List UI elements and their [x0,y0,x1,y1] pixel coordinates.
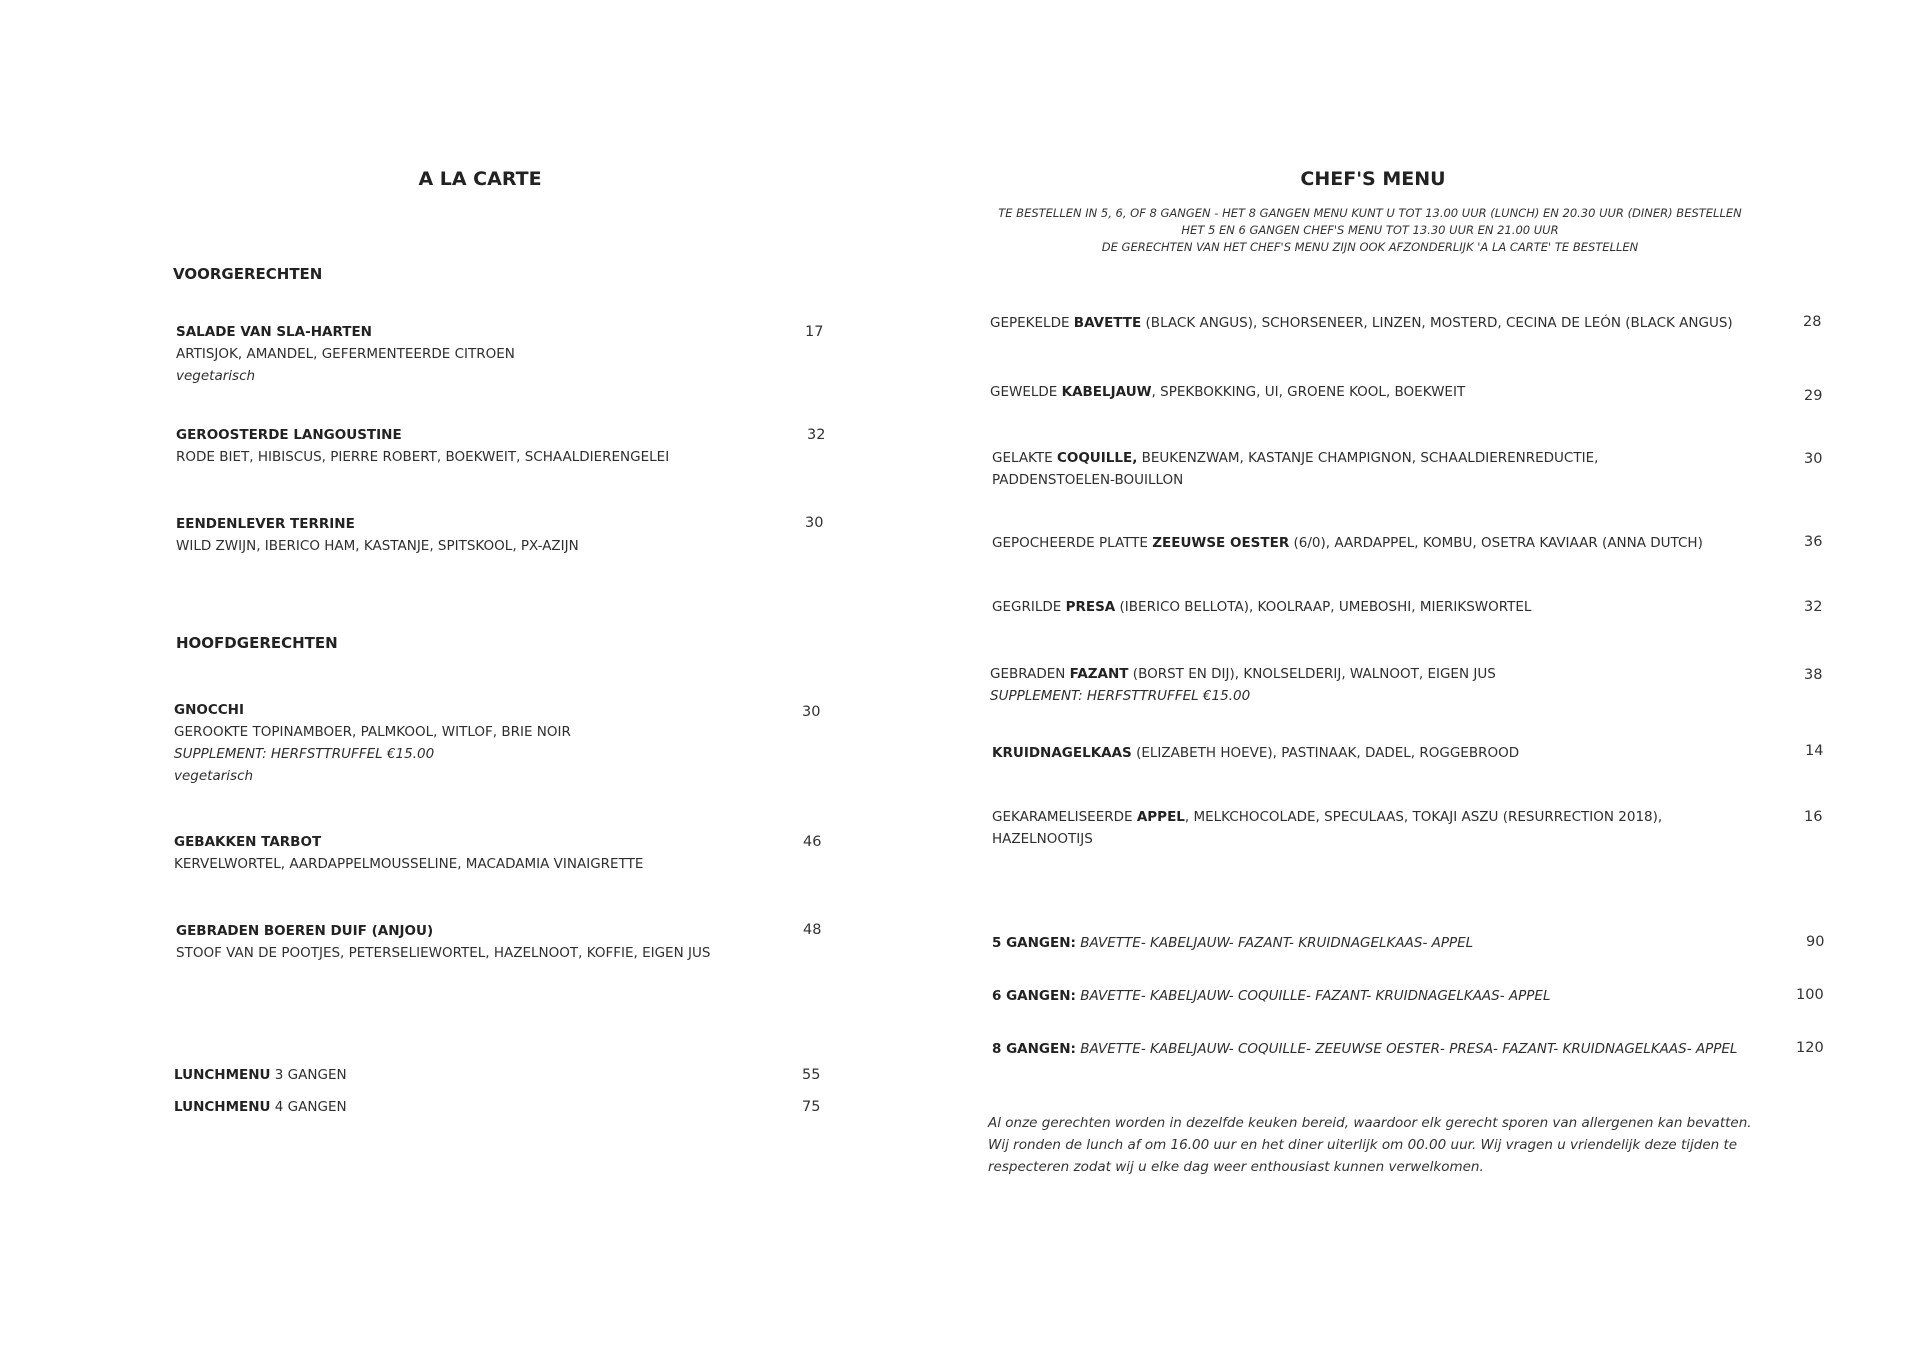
chefs-menu-subtitle [970,205,1770,256]
dish-duif [176,920,710,964]
dish-description-line2: HAZELNOOTIJS [992,831,1093,847]
course-label: 8 GANGEN: [992,1041,1076,1057]
dish-description: BEUKENZWAM, KASTANJE CHAMPIGNON, SCHAALDIERENREDUCTIE, [1137,450,1599,466]
price-lunch-3: 55 [802,1067,821,1083]
dish-prefix: GEBRADEN [990,666,1070,682]
lunch-3-gangen [174,1064,347,1086]
dish-tarbot [174,831,643,875]
price-duif: 48 [803,922,822,938]
course-dishes: BAVETTE- KABELJAUW- FAZANT- KRUIDNAGELKAAS- APPEL [1075,935,1474,951]
dish-description: GEROOKTE TOPINAMBOER, PALMKOOL, WITLOF, BRIE NOIR [174,724,571,740]
footnote-line: Al onze gerechten worden in dezelfde keuken bereid, waardoor elk gerecht sporen van allergenen kan bevatten. [988,1115,1752,1131]
dish-description: RODE BIET, HIBISCUS, PIERRE ROBERT, BOEKWEIT, SCHAALDIERENGELEI [176,449,670,465]
price-kabeljauw: 29 [1804,388,1823,404]
course-label: 5 GANGEN: [992,935,1076,951]
price-gnocchi: 30 [802,704,821,720]
lunch-courses: 4 GANGEN [270,1099,347,1115]
lunch-4-gangen [174,1096,347,1118]
dish-note: vegetarisch [176,368,256,384]
dish-description: WILD ZWIJN, IBERICO HAM, KASTANJE, SPITSKOOL, PX-AZIJN [176,538,579,554]
dish-name: GEBAKKEN TARBOT [174,834,322,850]
price-oester: 36 [1804,534,1823,550]
dish-name: PRESA [1065,599,1116,615]
chef-dish-kabeljauw [990,381,1465,403]
price-5-gangen: 90 [1806,934,1825,950]
dish-description: KERVELWORTEL, AARDAPPELMOUSSELINE, MACADAMIA VINAIGRETTE [174,856,644,872]
price-tarbot: 46 [803,834,822,850]
price-coquille: 30 [1804,451,1823,467]
lunch-courses: 3 GANGEN [270,1067,347,1083]
hoofdgerechten-heading: HOOFDGERECHTEN [176,634,338,652]
course-dishes: BAVETTE- KABELJAUW- COQUILLE- ZEEUWSE OESTER- PRESA- FAZANT- KRUIDNAGELKAAS- APPEL [1075,1041,1738,1057]
price-8-gangen: 120 [1796,1040,1824,1056]
dish-description: (6/0), AARDAPPEL, KOMBU, OSETRA KAVIAAR (ANNA DUTCH) [1289,535,1703,551]
ala-carte-title: A LA CARTE [418,168,542,190]
dish-description: STOOF VAN DE POOTJES, PETERSELIEWORTEL, HAZELNOOT, KOFFIE, EIGEN JUS [176,945,711,961]
chef-dish-appel [992,806,1662,850]
dish-description: , SPEKBOKKING, UI, GROENE KOOL, BOEKWEIT [1151,384,1466,400]
dish-prefix: GEWELDE [990,384,1062,400]
dish-description: , MELKCHOCOLADE, SPECULAAS, TOKAJI ASZU (RESURRECTION 2018), [1184,809,1663,825]
allergen-footnote [988,1112,1752,1178]
course-6-gangen [992,985,1550,1007]
footnote-line: respecteren zodat wij u elke dag weer enthousiast kunnen verwelkomen. [988,1159,1484,1175]
dish-note: vegetarisch [174,768,254,784]
dish-name: GEROOSTERDE LANGOUSTINE [176,427,402,443]
dish-gnocchi [174,699,571,787]
chefs-menu-title: CHEF'S MENU [1300,168,1446,190]
price-lunch-4: 75 [802,1099,821,1115]
course-label: 6 GANGEN: [992,988,1076,1004]
dish-eendenlever [176,513,579,557]
price-salade: 17 [805,324,824,340]
price-6-gangen: 100 [1796,987,1824,1003]
dish-name: BAVETTE [1073,315,1142,331]
dish-description: (IBERICO BELLOTA), KOOLRAAP, UMEBOSHI, MIERIKSWORTEL [1115,599,1532,615]
dish-prefix: GEPEKELDE [990,315,1074,331]
dish-name: KRUIDNAGELKAAS [992,745,1132,761]
price-eendenlever: 30 [805,515,824,531]
dish-langoustine [176,424,669,468]
dish-name: KABELJAUW [1061,384,1152,400]
dish-description: (BORST EN DIJ), KNOLSELDERIJ, WALNOOT, EIGEN JUS [1128,666,1496,682]
price-presa: 32 [1804,599,1823,615]
subtitle-line: HET 5 EN 6 GANGEN CHEF'S MENU TOT 13.30 UUR EN 21.00 UUR [1181,223,1559,237]
course-dishes: BAVETTE- KABELJAUW- COQUILLE- FAZANT- KRUIDNAGELKAAS- APPEL [1075,988,1551,1004]
dish-name: ZEEUWSE OESTER [1152,535,1290,551]
dish-supplement: SUPPLEMENT: HERFSTTRUFFEL €15.00 [174,746,435,762]
dish-description: ARTISJOK, AMANDEL, GEFERMENTEERDE CITROEN [176,346,515,362]
price-appel: 16 [1804,809,1823,825]
chef-dish-oester [992,532,1703,554]
voorgerechten-heading: VOORGERECHTEN [173,265,323,283]
chef-dish-bavette [990,312,1733,334]
dish-name: COQUILLE, [1056,450,1138,466]
footnote-line: Wij ronden de lunch af om 16.00 uur en het diner uiterlijk om 00.00 uur. Wij vragen u vriendelijk deze tijden te [988,1137,1738,1153]
dish-description: (BLACK ANGUS), SCHORSENEER, LINZEN, MOSTERD, CECINA DE LEÓN (BLACK ANGUS) [1141,315,1733,331]
lunch-label: LUNCHMENU [174,1099,271,1115]
chef-dish-fazant [990,663,1496,707]
price-bavette: 28 [1803,314,1822,330]
dish-prefix: GEKARAMELISEERDE [992,809,1137,825]
dish-description-line2: PADDENSTOELEN-BOUILLON [992,472,1184,488]
chef-dish-coquille [992,447,1598,491]
dish-name: EENDENLEVER TERRINE [176,516,355,532]
course-8-gangen [992,1038,1737,1060]
dish-salade [176,321,515,387]
chef-dish-kruidnagelkaas [992,742,1519,764]
dish-name: GEBRADEN BOEREN DUIF (ANJOU) [176,923,434,939]
dish-name: FAZANT [1069,666,1129,682]
course-5-gangen [992,932,1473,954]
dish-description: (ELIZABETH HOEVE), PASTINAAK, DADEL, ROGGEBROOD [1131,745,1520,761]
subtitle-line: TE BESTELLEN IN 5, 6, OF 8 GANGEN - HET 8 GANGEN MENU KUNT U TOT 13.00 UUR (LUNCH) EN 20.30 UUR (DINER) BESTELLEN [998,206,1742,220]
price-kruidnagelkaas: 14 [1805,743,1824,759]
dish-prefix: GELAKTE [992,450,1057,466]
price-langoustine: 32 [807,427,826,443]
price-fazant: 38 [1804,667,1823,683]
dish-name: APPEL [1136,809,1185,825]
dish-prefix: GEGRILDE [992,599,1066,615]
chef-dish-presa [992,596,1531,618]
dish-name: GNOCCHI [174,702,244,718]
dish-name: SALADE VAN SLA-HARTEN [176,324,372,340]
dish-prefix: GEPOCHEERDE PLATTE [992,535,1153,551]
dish-supplement: SUPPLEMENT: HERFSTTRUFFEL €15.00 [990,688,1251,704]
subtitle-line: DE GERECHTEN VAN HET CHEF'S MENU ZIJN OOK AFZONDERLIJK 'A LA CARTE' TE BESTELLEN [1101,240,1639,254]
lunch-label: LUNCHMENU [174,1067,271,1083]
